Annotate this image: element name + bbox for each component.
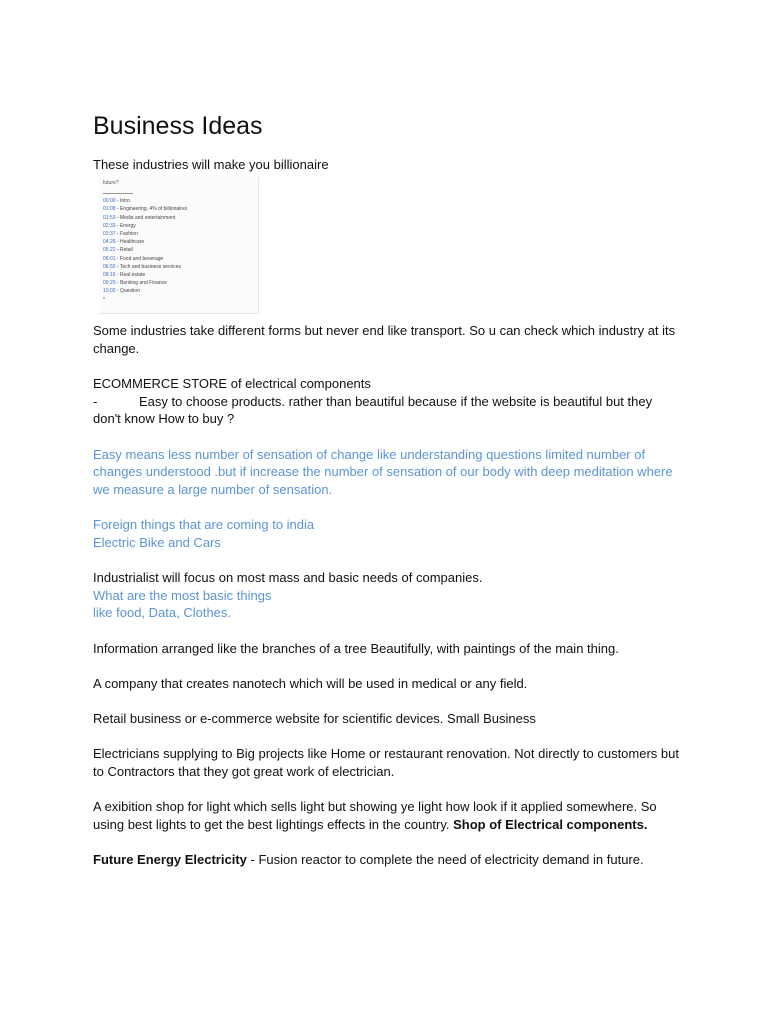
chapter-label: - Banking and Finance: [115, 280, 167, 287]
chapter-item[interactable]: [103, 222, 254, 230]
video-chapters-thumbnail: [99, 177, 259, 314]
paragraph-retail-business: Retail business or e-commerce website for scientific devices. Small Business: [93, 711, 536, 727]
subtitle: These industries will make you billionaire: [93, 157, 329, 172]
chapter-item[interactable]: [103, 214, 254, 222]
chapter-timestamp-link[interactable]: 08:16: [103, 272, 116, 279]
thumbnail-end-mark: *: [103, 296, 105, 303]
paragraph-information-tree: Information arranged like the branches of a tree Beautifully, with paintings of the main thing.: [93, 640, 619, 656]
chapter-timestamp-link[interactable]: 04:26: [103, 239, 116, 246]
thumbnail-separator: [103, 193, 133, 194]
chapter-timestamp-link[interactable]: 09:20: [103, 280, 116, 287]
chapter-label: - Intro: [115, 198, 130, 205]
document-page: [93, 108, 683, 886]
ecommerce-bullet-text: Easy to choose products. rather than beautiful because if the website is beautiful but they don't know How to buy ?: [93, 393, 653, 427]
chapter-item[interactable]: [103, 246, 254, 254]
paragraph-exhibition-shop: [93, 798, 683, 833]
thumbnail-top-text: future?: [103, 180, 119, 186]
chapter-label: - Fashion: [115, 231, 138, 238]
chapter-item[interactable]: [103, 271, 254, 279]
chapter-label: - Engineering, 4% of billionaires: [115, 206, 188, 213]
shop-electrical-bold: Shop of Electrical components.: [453, 816, 648, 832]
chapter-timestamp-link[interactable]: 10:02: [103, 288, 116, 295]
chapter-item[interactable]: [103, 263, 254, 271]
paragraph-foreign-things: [93, 516, 683, 551]
chapter-timestamp-link[interactable]: 06:01: [103, 255, 116, 262]
chapter-timestamp-link[interactable]: 00:00: [103, 198, 116, 205]
paragraph-industrialist: [93, 569, 683, 622]
chapter-item[interactable]: [103, 197, 254, 205]
chapter-timestamp-link[interactable]: 05:22: [103, 247, 116, 254]
chapter-label: - Food and beverage: [115, 255, 164, 262]
paragraph-future-energy: [93, 851, 683, 869]
paragraph-ecommerce-store: [93, 375, 683, 428]
bullet-dash: -: [93, 393, 98, 409]
chapter-item[interactable]: [103, 279, 254, 287]
chapter-item[interactable]: [103, 238, 254, 246]
electric-bike-line: Electric Bike and Cars: [93, 534, 221, 550]
chapter-timestamp-link[interactable]: 01:08: [103, 206, 116, 213]
chapter-label: - Question: [115, 288, 140, 295]
chapter-label: - Energy: [115, 222, 136, 229]
foreign-things-line: Foreign things that are coming to india: [93, 517, 315, 533]
chapter-label: - Tech and business services: [115, 263, 182, 270]
chapter-item[interactable]: [103, 230, 254, 238]
ecommerce-heading: ECOMMERCE STORE of electrical components: [93, 375, 371, 391]
chapter-timestamp-link[interactable]: 02:33: [103, 222, 116, 229]
chapter-timestamp-link[interactable]: 03:37: [103, 231, 116, 238]
chapter-label: - Real estate: [115, 272, 146, 279]
page-title: Business Ideas: [93, 112, 263, 140]
paragraph-electricians: Electricians supplying to Big projects like Home or restaurant renovation. Not directly to customers but to Contractors that they got great work of electrician.: [93, 746, 679, 779]
chapter-timestamp-link[interactable]: 06:55: [103, 263, 116, 270]
paragraph-nanotech: A company that creates nanotech which will be used in medical or any field.: [93, 675, 528, 691]
chapter-list: [103, 197, 254, 295]
chapter-label: - Healthcare: [115, 239, 145, 246]
chapter-label: - Retail: [115, 247, 133, 254]
food-data-clothes-line: like food, Data, Clothes.: [93, 605, 232, 621]
paragraph-easy-means: Easy means less number of sensation of change like understanding questions limited number of changes understood .but if increase the number of sensation of our body with deep meditation where we measure a large number of sensation.: [93, 446, 673, 497]
fusion-reactor-text: - Fusion reactor to complete the need of electricity demand in future.: [246, 852, 644, 868]
chapter-label: - Media and entertainment: [115, 214, 176, 221]
chapter-timestamp-link[interactable]: 01:53: [103, 214, 116, 221]
industrialist-line: Industrialist will focus on most mass and basic needs of companies.: [93, 570, 483, 586]
exhibition-shop-text: A exibition shop for light which sells light but showing ye light how look if it applied somewhere. So using best lights to get the best lightings effects in the country.: [93, 799, 657, 832]
chapter-item[interactable]: [103, 205, 254, 213]
chapter-item[interactable]: [103, 255, 254, 263]
future-energy-bold: Future Energy Electricity: [93, 852, 247, 868]
chapter-item[interactable]: [103, 287, 254, 295]
paragraph-industries-forms: Some industries take different forms but never end like transport. So u can check which industry at its change.: [93, 323, 676, 356]
basic-things-line: What are the most basic things: [93, 587, 272, 603]
ecommerce-bullet: [93, 394, 652, 427]
